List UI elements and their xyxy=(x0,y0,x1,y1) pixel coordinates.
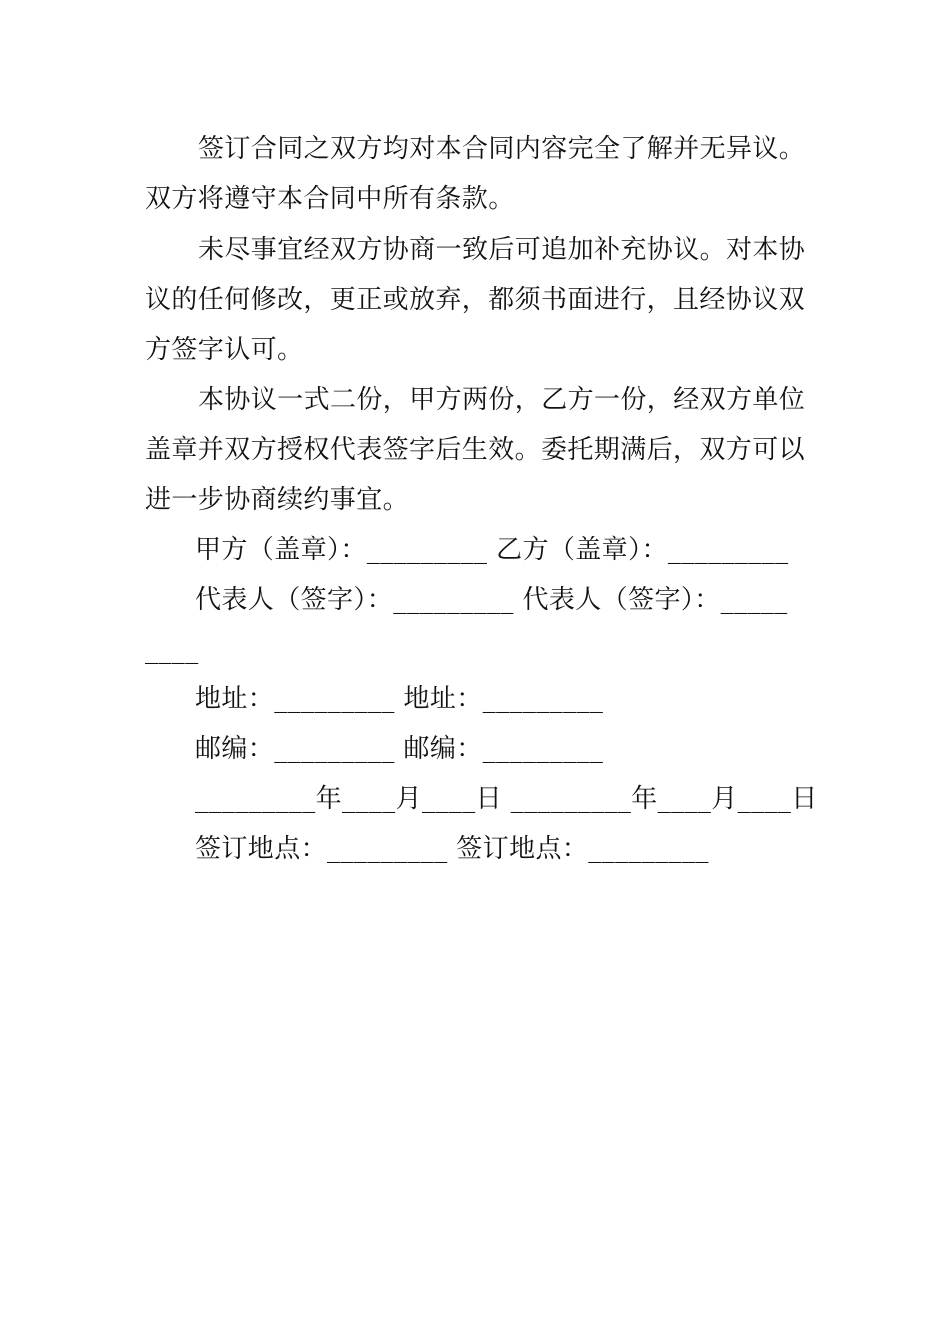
date-line: _________年____月____日 _________年____月____日 xyxy=(195,784,818,814)
paragraph-3-line-3: 进一步协商续约事宜。 xyxy=(145,485,410,515)
paragraph-3-line-2: 盖章并双方授权代表签字后生效。委托期满后，双方可以 xyxy=(145,435,806,465)
paragraph-2-line-3: 方签字认可。 xyxy=(145,335,304,365)
paragraph-1-line-2: 双方将遵守本合同中所有条款。 xyxy=(145,184,515,214)
representative-line: 代表人（签字）：_________ 代表人（签字）：_____ xyxy=(195,585,788,615)
paragraph-1-line-1: 签订合同之双方均对本合同内容完全了解并无异议。 xyxy=(198,134,806,164)
signing-place-line: 签订地点：_________ 签订地点：_________ xyxy=(195,834,709,864)
postcode-line: 邮编：_________ 邮编：_________ xyxy=(195,734,604,764)
paragraph-2-line-2: 议的任何修改，更正或放弃，都须书面进行，且经协议双 xyxy=(145,285,806,315)
seal-line: 甲方（盖章）：_________ 乙方（盖章）：_________ xyxy=(195,535,789,565)
paragraph-3-line-1: 本协议一式二份，甲方两份，乙方一份，经双方单位 xyxy=(198,385,806,415)
paragraph-2-line-1: 未尽事宜经双方协商一致后可追加补充协议。对本协 xyxy=(198,235,806,265)
address-line: 地址：_________ 地址：_________ xyxy=(195,684,604,714)
representative-line-wrap: ____ xyxy=(145,635,199,665)
